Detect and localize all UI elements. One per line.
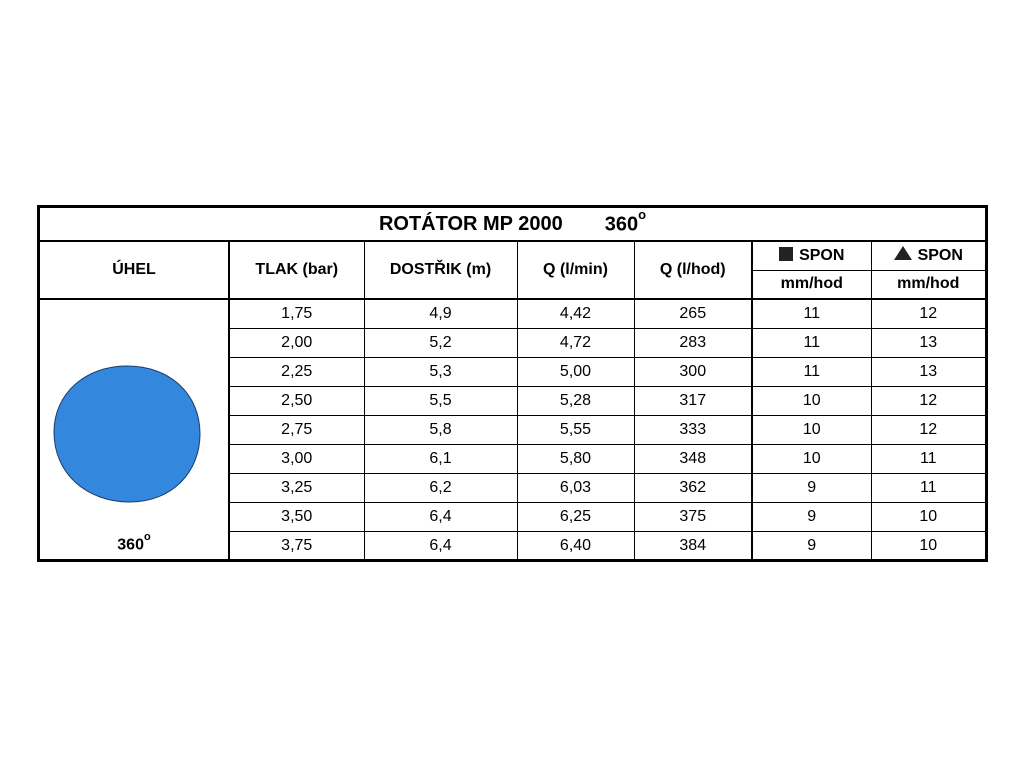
cell-tlak: 2,25 [229,357,364,386]
title-angle: 360$^o$ [604,207,647,236]
header-q-min: Q (l/min) [517,242,634,299]
cell-q-min: 4,42 [517,299,634,328]
cell-q-min: 5,28 [517,386,634,415]
cell-spon-square: 9 [752,502,871,531]
cell-tlak: 1,75 [229,299,364,328]
header-spon-square: SPON [752,242,871,270]
cell-q-hod: 300 [634,357,752,386]
cell-q-hod: 362 [634,473,752,502]
cell-spon-square: 10 [752,444,871,473]
cell-spon-triangle: 10 [871,531,985,560]
cell-q-hod: 317 [634,386,752,415]
cell-dostrik: 6,2 [364,473,517,502]
cell-spon-triangle: 13 [871,328,985,357]
table-row [40,299,985,328]
header-spon-triangle: SPON [871,242,985,270]
title-text: ROTÁTOR MP 2000 [378,212,563,235]
angle-cell [40,299,229,560]
performance-table-sheet [37,205,988,562]
angle-label: 360$^o$ [117,530,151,553]
cell-q-min: 6,03 [517,473,634,502]
cell-dostrik: 6,1 [364,444,517,473]
header-unit-triangle: mm/hod [871,270,985,299]
cell-q-hod: 283 [634,328,752,357]
square-spacing-icon [779,247,793,261]
header-uhel: ÚHEL [40,242,229,299]
cell-q-min: 5,55 [517,415,634,444]
cell-dostrik: 6,4 [364,502,517,531]
table-body [40,299,985,560]
cell-q-hod: 265 [634,299,752,328]
header-dostrik: DOSTŘIK (m) [364,242,517,299]
cell-spon-triangle: 12 [871,386,985,415]
performance-table [40,242,985,560]
header-q-hod: Q (l/hod) [634,242,752,299]
cell-spon-triangle: 11 [871,444,985,473]
cell-q-min: 6,40 [517,531,634,560]
triangle-spacing-icon [894,246,912,260]
cell-dostrik: 5,2 [364,328,517,357]
table-title [40,208,985,242]
cell-spon-triangle: 13 [871,357,985,386]
cell-spon-square: 11 [752,357,871,386]
cell-spon-square: 11 [752,299,871,328]
header-unit-square: mm/hod [752,270,871,299]
cell-q-hod: 333 [634,415,752,444]
cell-q-min: 5,80 [517,444,634,473]
cell-q-hod: 384 [634,531,752,560]
cell-spon-square: 11 [752,328,871,357]
cell-tlak: 2,75 [229,415,364,444]
cell-tlak: 3,50 [229,502,364,531]
cell-spon-triangle: 12 [871,415,985,444]
cell-q-min: 4,72 [517,328,634,357]
cell-dostrik: 4,9 [364,299,517,328]
cell-dostrik: 5,5 [364,386,517,415]
full-circle-360-icon [52,364,202,504]
cell-tlak: 2,00 [229,328,364,357]
cell-tlak: 3,00 [229,444,364,473]
cell-q-hod: 375 [634,502,752,531]
cell-spon-square: 10 [752,415,871,444]
cell-tlak: 3,25 [229,473,364,502]
cell-q-min: 6,25 [517,502,634,531]
cell-spon-triangle: 11 [871,473,985,502]
cell-tlak: 2,50 [229,386,364,415]
cell-dostrik: 6,4 [364,531,517,560]
cell-q-hod: 348 [634,444,752,473]
cell-tlak: 3,75 [229,531,364,560]
cell-spon-triangle: 12 [871,299,985,328]
cell-q-min: 5,00 [517,357,634,386]
cell-spon-triangle: 10 [871,502,985,531]
cell-spon-square: 9 [752,473,871,502]
cell-spon-square: 10 [752,386,871,415]
cell-dostrik: 5,3 [364,357,517,386]
cell-dostrik: 5,8 [364,415,517,444]
header-tlak: TLAK (bar) [229,242,364,299]
cell-spon-square: 9 [752,531,871,560]
